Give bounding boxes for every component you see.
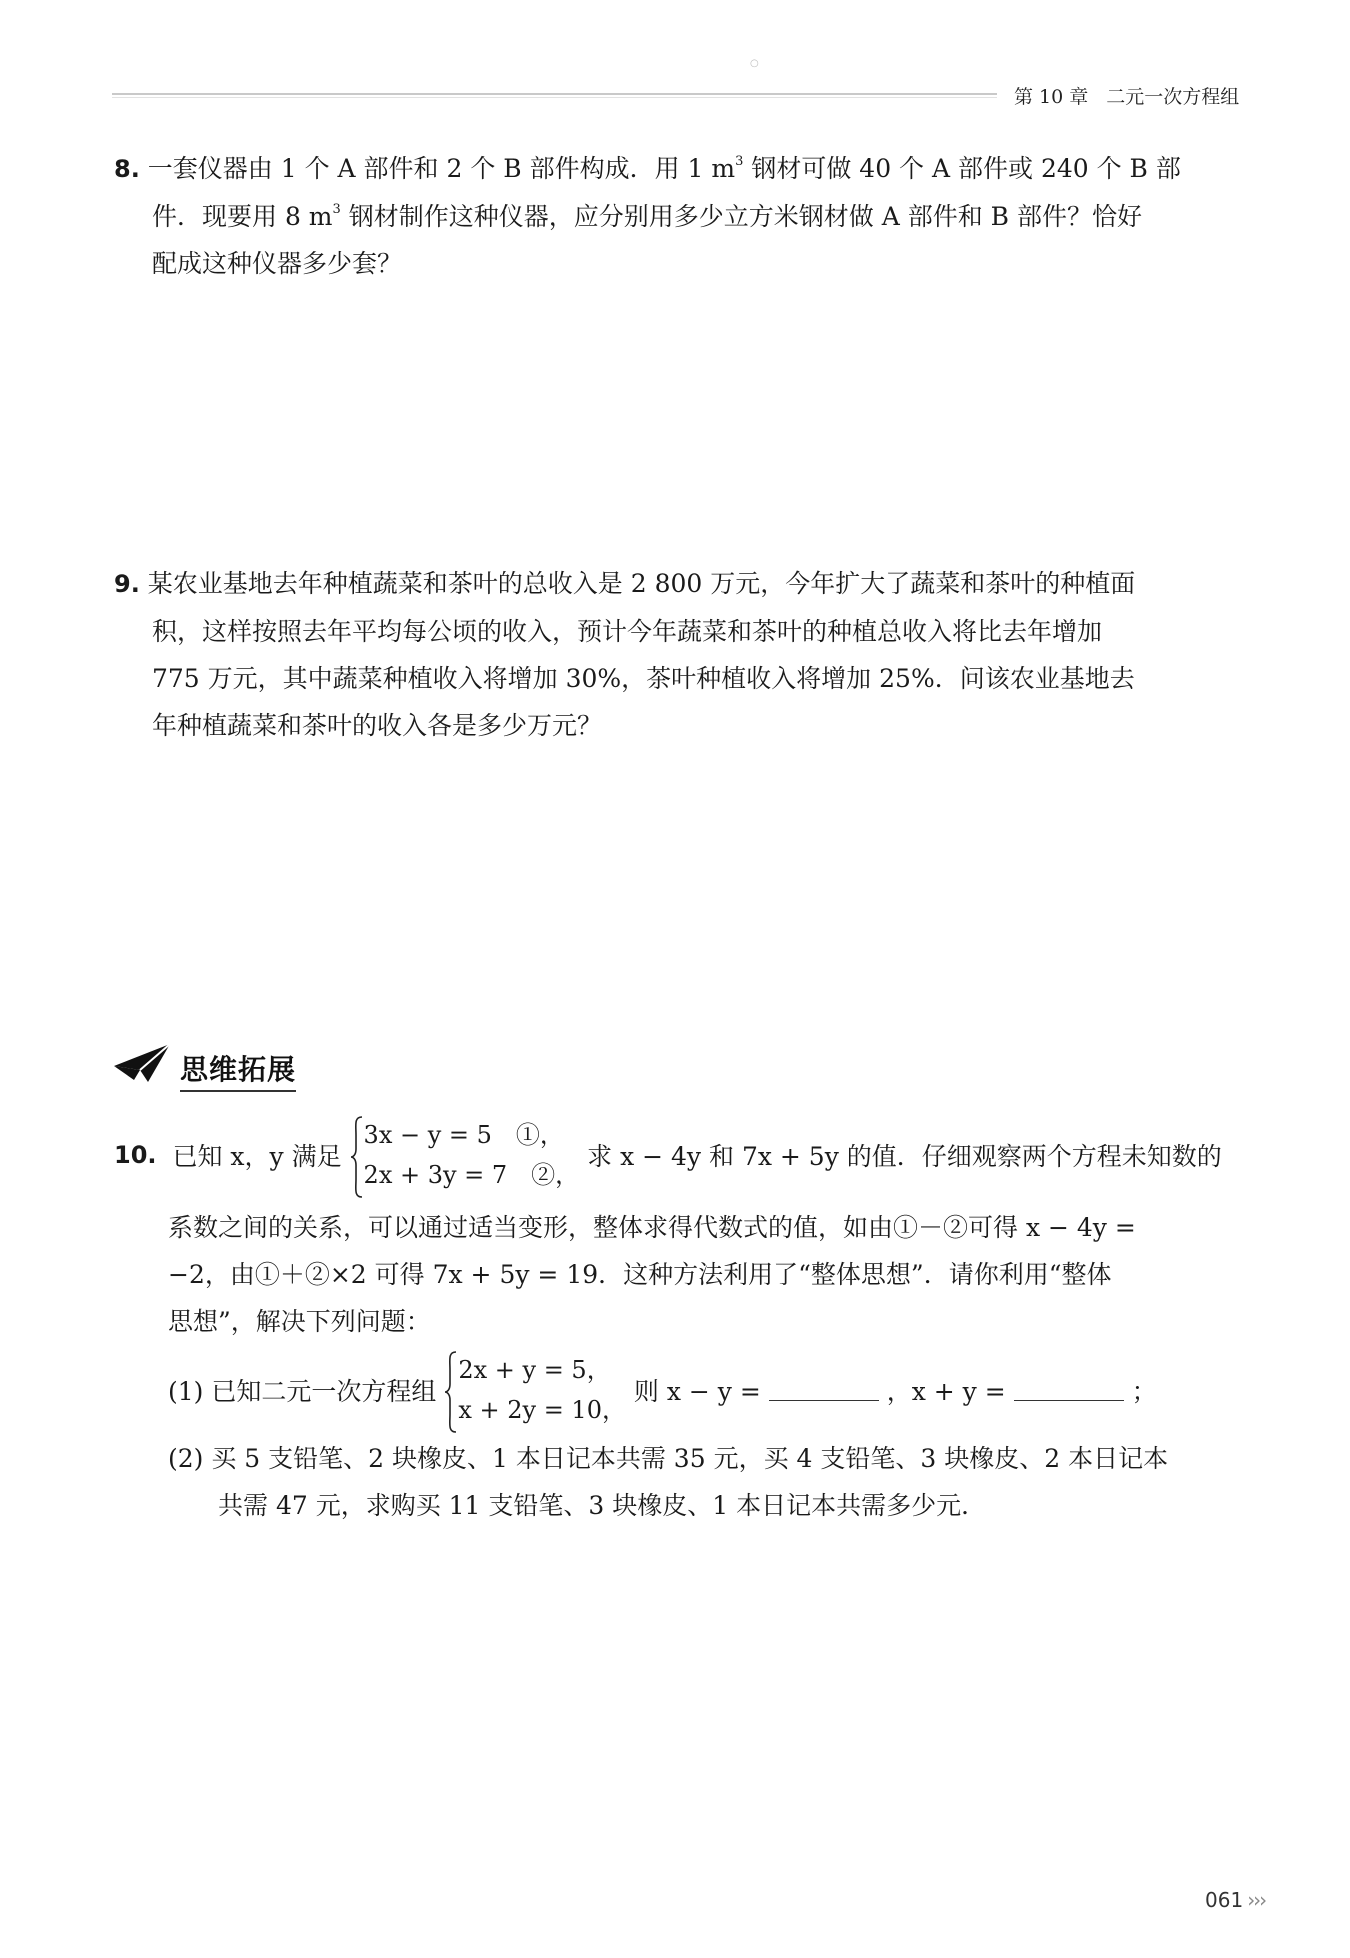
q9-line-1 [114,560,1244,608]
q8-sup-2: 3 [332,202,341,217]
q10-equation-system [350,1115,580,1195]
q10-sub1-end: ； [1131,1377,1157,1406]
q8-text-1b: 钢材可做 40 个 A 部件或 240 个 B 部 [743,154,1181,183]
q10-eq1: 3x − y = 5 ①， [363,1121,564,1149]
chapter-title: 二元一次方程组 [1106,86,1240,108]
q10-sub1-then: 则 x − y = [633,1377,761,1406]
header-rule-secondary [112,97,997,98]
q10-sub2-line-1: (2) 买 5 支铅笔、2 块橡皮、1 本日记本共需 35 元，买 4 支铅笔、3 块橡皮、2 本日记本 [168,1444,1169,1473]
q8-text-1: 一套仪器由 1 个 A 部件和 2 个 B 部件构成．用 1 m [147,154,736,183]
chapter-header [1014,82,1239,109]
q8-text-2b: 钢材制作这种仪器，应分别用多少立方米钢材做 A 部件和 B 部件？恰好 [340,202,1142,231]
q10-sub1-label: (1) 已知二元一次方程组 [168,1377,437,1406]
page-number: 061 [1205,1888,1244,1912]
brace-icon [350,1115,364,1199]
answer-blank-1[interactable] [769,1380,879,1401]
q10-line-1 [114,1115,1222,1195]
section-icon [112,1040,172,1090]
q10-sub2 [168,1435,1248,1529]
page-footer [1205,1888,1265,1912]
q9-text-1: 某农业基地去年种植蔬菜和茶叶的总收入是 2 800 万元，今年扩大了蔬菜和茶叶的种植面 [147,569,1136,598]
q8-line-2 [114,193,1244,240]
q10-body [168,1204,1248,1345]
q10-after: 求 x − 4y 和 7x + 5y 的值．仔细观察两个方程未知数的 [587,1142,1222,1171]
q8-number: 8. [114,155,140,183]
q10-sub1-eq2: x + 2y = 10， [458,1396,626,1424]
q8-line-3: 配成这种仪器多少套？ [152,249,403,278]
q9-line-4: 年种植蔬菜和茶叶的收入各是多少万元？ [152,711,603,740]
q10-line-4: 思想”，解决下列问题： [168,1307,431,1336]
q10-intro: 已知 x，y 满足 [172,1142,342,1171]
section-title: 思维拓展 [180,1048,296,1092]
chapter-number: 第 10 章 [1014,86,1089,108]
scan-dot: ○ [750,58,759,69]
page-arrows: ››› [1247,1888,1266,1912]
q10-line-3: −2，由①＋②×2 可得 7x + 5y = 19．这种方法利用了“整体思想”．请你利用“整体 [168,1260,1112,1289]
q10-number: 10. [114,1141,157,1169]
q10-sub2-line-2: 共需 47 元，求购买 11 支铅笔、3 块橡皮、1 本日记本共需多少元． [218,1491,987,1520]
brace-icon [444,1350,458,1434]
answer-blank-2[interactable] [1014,1380,1124,1401]
q10-sub1-system [444,1350,626,1430]
q9-line-2: 积，这样按照去年平均每公顷的收入，预计今年蔬菜和茶叶的种植总收入将比去年增加 [152,617,1103,646]
q8-line-1 [114,145,1244,193]
q10-eq2: 2x + 3y = 7 ②， [363,1161,580,1189]
q10-line-2: 系数之间的关系，可以通过适当变形，整体求得代数式的值，如由①－②可得 x − 4y = [168,1213,1136,1242]
question-8 [114,145,1244,287]
q9-line-3: 775 万元，其中蔬菜种植收入将增加 30%，茶叶种植收入将增加 25%．问该农业基地去 [152,664,1135,693]
q8-text-2: 件．现要用 8 m [152,202,333,231]
question-9 [114,560,1244,749]
q8-sup-1: 3 [735,154,744,169]
q10-sub1-mid: ，x + y = [886,1377,1006,1406]
header-rule [112,93,997,95]
paper-plane-icon [112,1040,172,1086]
q9-number: 9. [114,570,140,598]
q10-sub1 [168,1350,1157,1430]
q10-sub1-eq1: 2x + y = 5， [458,1356,611,1384]
